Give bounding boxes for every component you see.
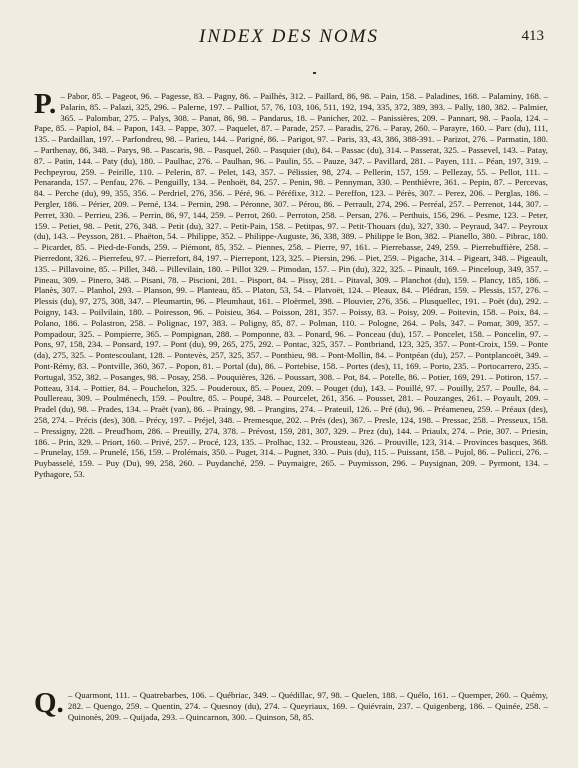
section-entries-p: – Pabor, 85. – Pageot, 96. – Pagesse, 83. – Pagny, 86. – Pailhès, 312. – Paillard, 86, 98. – Pain, 158. – Paladines, 168. – Palaminy, 168. – Palarin, 85. – Palazi, 325, 296. – Palerne, 197. – Palliot, 57, 76, 103, 106, 511, 192, 194, 335, 372, 389, 393. – Pally, 180, 382. – Palmier, 365. – Palombar, 275. – Palys, 308. – Panat, 86, 98. – Pandarus, 18. – Panicher, 202. – Panissières, 209. – Pannart, 98. – Paola, 124. – Pape, 85. – Papiol, 84. – Papon, 143. – Pappe, 307. – Paquelet, 87. – Parade, 257. – Paradis, 276. – Paray, 260. – Parayre, 160. – Parc (du), 111, 135. – Pardaillan, 197. – Parfondreu, 98. – Parieu, 144. – Parigné, 86. – Parigot, 97. – Paris, 33, 43, 386, 388-391. – Parizot, 276. – Parmatin, 180. – Parthenay, 86, 348. – Parys, 98. – Pascaris, 98. – Pasquel, 260. – Pasquier (du), 84. – Passac (du), 314. – Passerat, 325. – Passevel, 143. – Patay, 87. – Patin, 144. – Paty (du), 180. – Paulhac, 276. – Paulhan, 96. – Paulin, 55. – Pauze, 347. – Pavillard, 281. – Payen, 111. – Péan, 197, 319. – Pechpeyrou, 259. – Peirille, 110. – Pelerin, 87. – Pelet, 143, 357. – Pélissier, 98, 274. – Pellerin, 157, 159. – Pellezay, 55. – Pellot, 111. – Penaranda, 157. – Penfau, 276. – Penguilly, 134. – Penhoët, 84, 257. – Penin, 98. – Pennyman, 330. – Penthièvre, 361. – Pepin, 87. – Percevas, 84. – Perche (du), 99, 355, 356. – Perdriel, 276, 356. – Péré, 96. – Péréfixe, 312. – Pereffon, 123. – Pérès, 307. – Perez, 206. – Perglas, 186. – Pergler, 186. – Périer, 209. – Perné, 134. – Pernin, 298. – Péronne, 307. – Pérou, 86. – Perrault, 274, 296. – Perréal, 257. – Perrenot, 144, 307. – Perret, 330. – Perrieu, 236. – Perrin, 86, 97, 144, 259. – Perrot, 260. – Perroton, 258. – Persan, 276. – Perthuis, 156, 296. – Pesme, 123. – Peter, 159. – Petiet, 98. – Petit, 276, 348. – Petit (du), 327. – Petit-Pain, 158. – Petitpas, 97. – Petit-Thouars (du), 327, 330. – Peyraud, 347. – Peyroux (du), 143. – Peysson, 281. – Phaëton, 54. – Philippe, 352. – Philippe-Auguste, 36, 338, 389. – Philippe le Bon, 382. – Pianello, 380. – Pibrac, 180. – Picardet, 85. – Pied-de-Fonds, 259. – Piémont, 85, 352. – Piennes, 258. – Pierre, 97, 161. – Pierrebasse, 249, 259. – Pierrebuffière, 258. – Pierredont, 326. – Pierrefeu, 97. – Pierrefort, 84, 197. – Pierrepont, 123, 325. – Piersin, 296. – Piet, 259. – Pigache, 314. – Pigeart, 348. – Pigeault, 135. – Pillavoine, 85. – Pillet, 348. – Pillevilain, 180. – Pillot 329. – Pimodan, 157. – Pin (du), 322, 325. – Pinault, 169. – Pinceloup, 349, 357. – Pineau, 309. – Pinero, 348. – Pisani, 78. – Piscioni, 281. – Pisport, 84. – Pissy, 281. – Pitaval, 309. – Planchot (du), 159. – Plancy, 185, 186. – Planès, 307. – Planhol, 293. – Planson, 99. – Planteau, 85. – Platon, 53, 54. – Platvoët, 124. – Pleaux, 84. – Plédran, 159. – Plessis, 157, 276. – Plessis (du), 97, 275, 308, 347. – Pleumartin, 96. – Pleumhaut, 161. – Ploërmel, 398. – Plouvier, 276, 356. – Plusquellec, 191. – Poët (du), 292. – Poigny, 143. – Poilvilain, 180. – Poiresson, 96. – Poisieu, 364. – Poisson, 281, 357. – Poissy, 83. – Poisy, 209. – Poitevin, 158. – Poix, 84. – Polano, 186. – Polastron, 258. – Polignac, 197, 383. – Poligny, 85, 87. – Polman, 110. – Pologne, 264. – Pols, 347. – Pomar, 309, 357. – Pompadour, 325. – Pompierre, 365. – Pompignan, 288. – Pomponne, 83. – Ponard, 96. – Ponceau (du), 157. – Poncelet, 158. – Poncelin, 97. – Pons, 97, 158, 234. – Ponsard, 197. – Pont (du), 99, 265, 275, 292. – Pontac, 325, 357. – Pontbriand, 123, 325, 357. – Pont-Croix, 159. – Ponte (da), 275, 325. – Pontescoulant, 128. – Pontevès, 257, 325, 357. – Ponthieu, 98. – Pont-Mollin, 84. – Pontpéan (du), 257. – Pontplancoët, 349. – Pont-Rémy, 83. – Pontville, 360, 367. – Popon, 81. – Portal (du), 86. – Portebise, 158. – Portes (des), 11, 169. – Porto, 235. – Portocarrero, 235. – Portugal, 352, 382. – Posanges, 98. – Posay, 258. – Pouquières, 326. – Poussart, 308. – Pot, 84. – Potelle, 86. – Potier, 169, 291. – Potiron, 157. – Potteau, 314. – Pottier, 84. – Pouchelon, 325. – Pouderoux, 85. – Pouez, 209. – Pouget (du), 143. – Pouillé, 97. – Pouilly, 257. – Poulle, 84. – Poullereau, 309. – Poulménech, 159. – Poultre, 85. – Poupé, 348. – Pourcelet, 261, 356. – Pousset, 281. – Pouzanges, 261. – Poyault, 209. – Pradel (du), 98. – Prades, 134. – Praët (van), 86. – Praingy, 98. – Prangins, 274. – Prateuil, 126. – Pré (du), 96. – Préameneu, 259. – Préaux (des), 258, 274. – Précis (des), 308. – Précy, 197. – Préjel, 348. – Premesque, 202. – Prés (des), 367. – Presle, 124, 198. – Pressac, 258. – Presseux, 158. – Pressigny, 228. – Preud'hom, 286. – Preuilly, 274, 378. – Prévost, 159, 281, 307, 329. – Prez (du), 144. – Priaulx, 274. – Prie, 307. – Priesin, 186. – Prin, 329. – Priort, 160. – Privé, 257. – Procé, 123, 135. – Prolhac, 132. – Prousteau, 326. – Prouville, 123, 314. – Provinces basques, 368. – Prunelay, 159. – Prunelé, 156, 159. – Prolémais, 350. – Puget, 314. – Pugnet, 330. – Puis (du), 115. – Puissant, 158. – Pujol, 86. – Pulicci, 276. – Puybasselé, 159. – Puy (Du), 99, 258, 260. – Puydanché, 259. – Puymaigre, 265. – Puymisson, 296. – Puysignan, 209. – Pyrmont, 134. – Pythagore, 53. (34, 91, 548, 479)
page-title: INDEX DES NOMS (199, 26, 379, 47)
section-entries-q: – Quarmont, 111. – Quatrebarbes, 106. – Québriac, 349. – Quédillac, 97, 98. – Quelen, 188. – Quélo, 161. – Quemper, 260. – Quémy, 282. – Quengo, 259. – Quentin, 274. – Quesnoy (du), 274. – Queyriaux, 169. – Quiévrain, 237. – Quigenberg, 186. – Quinée, 258. – Quinonès, 209. – Quijada, 293. – Quincarnon, 300. – Quinson, 58, 85. (67, 690, 548, 722)
index-section-p (34, 88, 548, 480)
ink-dot (313, 72, 316, 74)
section-initial-p: P. (34, 88, 57, 120)
page-header (0, 26, 578, 52)
section-initial-q: Q. (34, 687, 64, 719)
index-section-q (34, 687, 548, 722)
page-number: 413 (521, 28, 544, 44)
